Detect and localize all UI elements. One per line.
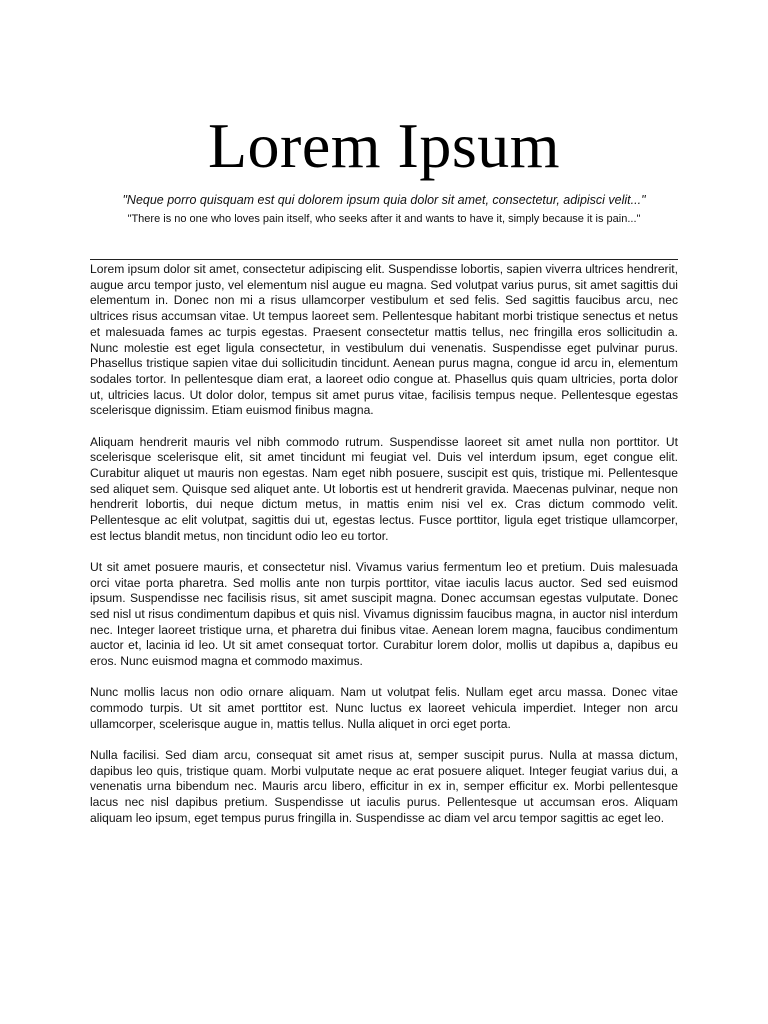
paragraph-2: Aliquam hendrerit mauris vel nibh commodo rutrum. Suspendisse laoreet sit amet nulla non porttitor. Ut scelerisque scelerisque elit, sit amet tincidunt mi feugiat vel. Duis vel interdum ipsum, eget congue elit. Curabitur aliquet ut mauris non egestas. Nam eget nibh posuere, suscipit est quis, tristique mi. Pellentesque sed aliquet sem. Quisque sed aliquet ante. Ut lobortis est ut hendrerit gravida. Maecenas pulvinar, neque non hendrerit lobortis, dui neque dictum metus, in mattis enim nisi vel ex. Cras dictum commodo velit. Pellentesque ac elit volutpat, sagittis dui ut, egestas lectus. Fusce porttitor, ligula eget tristique ullamcorper, est lectus blandit metus, non tincidunt odio leo eu tortor. [90, 434, 678, 543]
paragraph-4: Nunc mollis lacus non odio ornare aliquam. Nam ut volutpat felis. Nullam eget arcu massa. Donec vitae commodo turpis. Ut sit amet porttitor est. Nunc luctus ex laoreet vehicula imperdiet. Integer non arcu ullamcorper, scelerisque augue in, mattis tellus. Nulla aliquet in orci eget porta. [90, 685, 678, 731]
paragraph-3: Ut sit amet posuere mauris, et consectetur nisl. Vivamus varius fermentum leo et pretium. Duis malesuada orci vitae porta pharetra. Sed mollis ante non turpis porttitor, vitae iaculis lacus auctor. Sed sed euismod ipsum. Suspendisse nec facilisis risus, sit amet suscipit magna. Donec accumsan egestas vulputate. Donec sed nisl ut risus condimentum dapibus et quis nisl. Vivamus dignissim faucibus magna, in auctor nisl interdum nec. Integer laoreet tristique urna, et pharetra dui finibus vitae. Aenean lorem magna, faucibus condimentum auctor et, lacinia id leo. Ut sit amet consequat tortor. Curabitur lorem dolor, mollis ut dapibus a, dapibus eu eros. Nunc euismod magna et commodo maximus. [90, 559, 678, 669]
latin-quote: "Neque porro quisquam est qui dolorem ipsum quia dolor sit amet, consectetur, adipisci velit..." [122, 193, 646, 207]
page-title: Lorem Ipsum [207, 110, 561, 181]
body-text [90, 262, 678, 842]
paragraph-1: Lorem ipsum dolor sit amet, consectetur adipiscing elit. Suspendisse lobortis, sapien viverra ultrices hendrerit, augue arcu tempor justo, vel elementum nisl augue eu magna. Sed volutpat varius purus, sit amet sagittis dui elementum in. Donec non mi a risus ullamcorper vestibulum et sed felis. Sed sagittis faucibus arcu, nec ultrices risus accumsan vitae. Ut tempus laoreet sem. Pellentesque habitant morbi tristique senectus et netus et malesuada fames ac turpis egestas. Praesent consectetur mattis tellus, nec fringilla eros sollicitudin a. Nunc molestie est eget ligula consectetur, in vestibulum dui venenatis. Suspendisse eget pulvinar purus. Phasellus tristique sapien vitae dui sollicitudin tincidunt. Aenean purus magna, congue id arcu in, elementum sodales tortor. In pellentesque diam erat, a laoreet odio congue at. Phasellus quis quam ultricies, porta dolor ut, ultricies lacus. Ut dolor dolor, tempus sit amet purus vitae, facilisis tempus neque. Pellentesque egestas scelerisque dignissim. Etiam euismod finibus magna. [90, 262, 678, 418]
paragraph-5: Nulla facilisi. Sed diam arcu, consequat sit amet risus at, semper suscipit purus. Nulla at massa dictum, dapibus leo quis, tristique quam. Morbi vulputate neque ac erat posuere aliquet. Integer feugiat varius dui, a venenatis urna bibendum nec. Mauris arcu libero, efficitur in ex in, semper efficitur ex. Morbi pellentesque lacus nec nisl dapibus pretium. Suspendisse ut iaculis purus. Pellentesque ut accumsan eros. Aliquam aliquam leo ipsum, eget tempus purus fringilla in. Suspendisse ac diam vel arcu tempor sagittis ac eget leo. [90, 747, 678, 825]
english-quote: "There is no one who loves pain itself, who seeks after it and wants to have it, simply because it is pain..." [127, 213, 641, 225]
horizontal-divider [90, 259, 678, 260]
